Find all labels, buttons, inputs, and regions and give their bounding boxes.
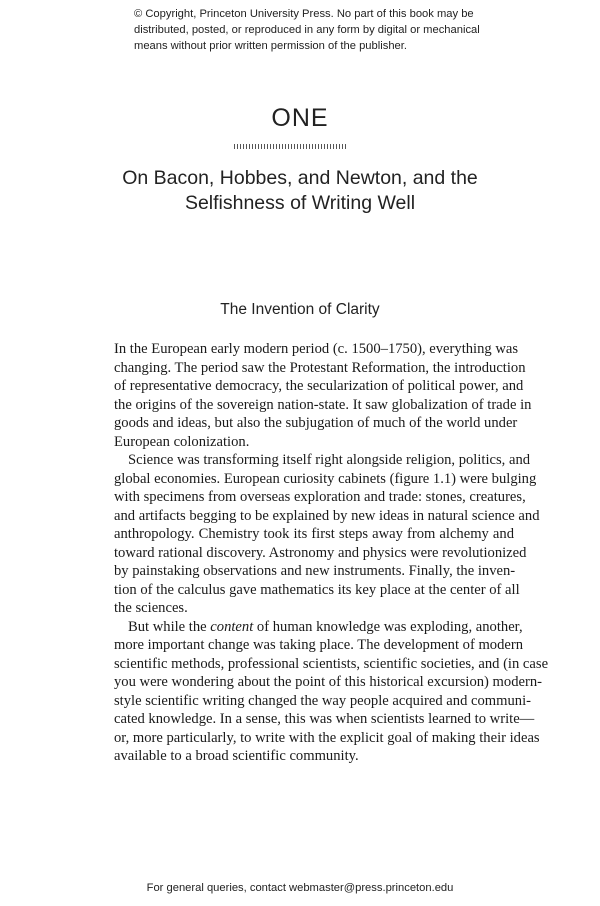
text-line: with specimens from overseas exploration and trade: stones, creatures, (114, 489, 526, 505)
text-line: you were wondering about the point of this historical excursion) modern- (114, 674, 542, 690)
chapter-title-line: Selfishness of Writing Well (184, 192, 416, 214)
text-line: Science was transforming itself right alongside religion, politics, and (128, 452, 531, 468)
paragraph-1 (114, 340, 532, 451)
text-line: available to a broad scientific community. (114, 748, 359, 764)
text-line: the sciences. (114, 600, 188, 616)
chapter-title-line: On Bacon, Hobbes, and Newton, and the (122, 167, 478, 189)
text-line: changing. The period saw the Protestant Reformation, the introduction (114, 359, 526, 376)
chapter-number: ONE (271, 104, 329, 132)
chapter-title (0, 166, 600, 216)
text-line (114, 618, 523, 637)
text-line: anthropology. Chemistry took its first steps away from alchemy and (114, 526, 514, 542)
text-line: and artifacts begging to be explained by new ideas in natural science and (114, 507, 540, 524)
decorative-rule (234, 144, 346, 149)
text-line: or, more particularly, to write with the explicit goal of making their ideas (114, 729, 540, 746)
text-line: goods and ideas, but also the subjugation of much of the world under (114, 415, 518, 431)
text-line: European colonization. (114, 433, 250, 450)
text-fragment: But while the (128, 618, 211, 635)
body-text (114, 340, 549, 766)
copyright-line: distributed, posted, or reproduced in any form by digital or mechanical (134, 24, 480, 36)
text-line: In the European early modern period (c. 1500–1750), everything was (114, 341, 519, 357)
copyright-notice (134, 6, 494, 54)
paragraph-2 (114, 451, 540, 618)
text-line: of representative democracy, the secularization of political power, and (114, 378, 524, 394)
text-line: more important change was taking place. The development of modern (114, 637, 524, 653)
text-line: cated knowledge. In a sense, this was when scientists learned to write— (114, 711, 535, 727)
copyright-line: means without prior written permission of the publisher. (134, 40, 407, 52)
text-line: tion of the calculus gave mathematics its key place at the center of all (114, 581, 520, 598)
text-line: global economies. European curiosity cabinets (figure 1.1) were bulging (114, 470, 537, 487)
emphasis-content: content (210, 618, 254, 635)
text-line: by painstaking observations and new instruments. Finally, the inven- (114, 563, 516, 579)
text-line: the origins of the sovereign nation-state. It saw globalization of trade in (114, 396, 532, 413)
text-line: scientific methods, professional scientists, scientific societies, and (in case (114, 655, 549, 672)
text-fragment: of human knowledge was exploding, another, (253, 618, 523, 635)
text-line: style scientific writing changed the way people acquired and communi- (114, 692, 531, 709)
copyright-line: © Copyright, Princeton University Press. No part of this book may be (134, 8, 474, 20)
footer-contact: For general queries, contact webmaster@press.princeton.edu (146, 882, 454, 894)
paragraph-3 (114, 618, 549, 766)
text-line: toward rational discovery. Astronomy and physics were revolutionized (114, 544, 527, 561)
section-heading: The Invention of Clarity (220, 301, 380, 318)
